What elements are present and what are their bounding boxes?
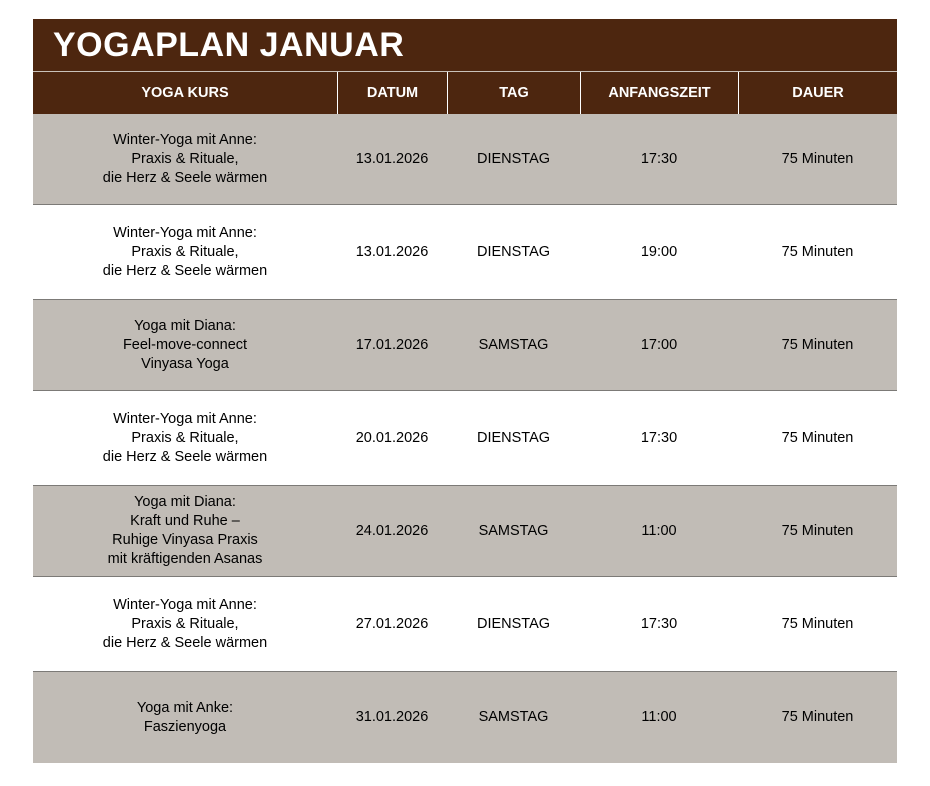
course-cell: Winter-Yoga mit Anne: Praxis & Rituale, die Herz & Seele wärmen: [102, 596, 268, 651]
course-cell: Yoga mit Anke: Faszienyoga: [136, 699, 234, 735]
day-cell: SAMSTAG: [478, 336, 549, 353]
course-cell: Yoga mit Diana: Feel-move-connect Vinyasa Yoga: [122, 317, 248, 372]
start-time-cell: 17:30: [640, 615, 678, 632]
table-row: [33, 577, 897, 672]
date-cell: 24.01.2026: [355, 522, 429, 539]
duration-cell: 75 Minuten: [781, 709, 854, 725]
header-course: YOGA KURS: [141, 85, 229, 101]
duration-cell: 75 Minuten: [781, 429, 854, 446]
course-cell: Winter-Yoga mit Anne: Praxis & Rituale, die Herz & Seele wärmen: [102, 410, 268, 465]
table-header: [33, 71, 897, 114]
course-cell: Winter-Yoga mit Anne: Praxis & Rituale, die Herz & Seele wärmen: [102, 224, 268, 279]
day-cell: DIENSTAG: [476, 150, 551, 167]
start-time-cell: 11:00: [641, 522, 677, 539]
duration-cell: 75 Minuten: [781, 336, 854, 353]
table-row: [33, 205, 897, 300]
start-time-cell: 11:00: [641, 709, 677, 725]
yoga-schedule: [33, 19, 897, 763]
day-cell: SAMSTAG: [478, 522, 549, 539]
day-cell: DIENSTAG: [476, 243, 551, 260]
start-time-cell: 19:00: [640, 243, 678, 260]
header-start-time: ANFANGSZEIT: [580, 72, 738, 114]
course-cell: Yoga mit Diana: Kraft und Ruhe – Ruhige Vinyasa Praxis mit kräftigenden Asanas: [107, 494, 263, 567]
course-cell: Winter-Yoga mit Anne: Praxis & Rituale, die Herz & Seele wärmen: [102, 131, 268, 186]
table-row: [33, 114, 897, 205]
date-cell: 20.01.2026: [355, 429, 429, 446]
start-time-cell: 17:00: [640, 336, 678, 353]
table-row: [33, 391, 897, 486]
header-date: DATUM: [337, 72, 447, 114]
header-day: TAG: [447, 72, 580, 114]
table-row: [33, 300, 897, 391]
day-cell: DIENSTAG: [476, 429, 551, 446]
day-cell: DIENSTAG: [476, 615, 551, 632]
header-duration: DAUER: [738, 72, 897, 114]
date-cell: 31.01.2026: [355, 709, 429, 725]
date-cell: 13.01.2026: [355, 243, 429, 260]
duration-cell: 75 Minuten: [781, 615, 854, 632]
duration-cell: 75 Minuten: [781, 243, 854, 260]
duration-cell: 75 Minuten: [781, 150, 854, 167]
day-cell: SAMSTAG: [478, 709, 549, 725]
date-cell: 17.01.2026: [355, 336, 429, 353]
duration-cell: 75 Minuten: [781, 522, 854, 539]
table-row: [33, 486, 897, 577]
date-cell: 13.01.2026: [355, 150, 429, 167]
page-title: YOGAPLAN JANUAR: [53, 25, 405, 64]
table-row: [33, 672, 897, 763]
title-bar: [33, 19, 897, 71]
date-cell: 27.01.2026: [355, 615, 429, 632]
start-time-cell: 17:30: [640, 429, 678, 446]
start-time-cell: 17:30: [640, 150, 678, 167]
